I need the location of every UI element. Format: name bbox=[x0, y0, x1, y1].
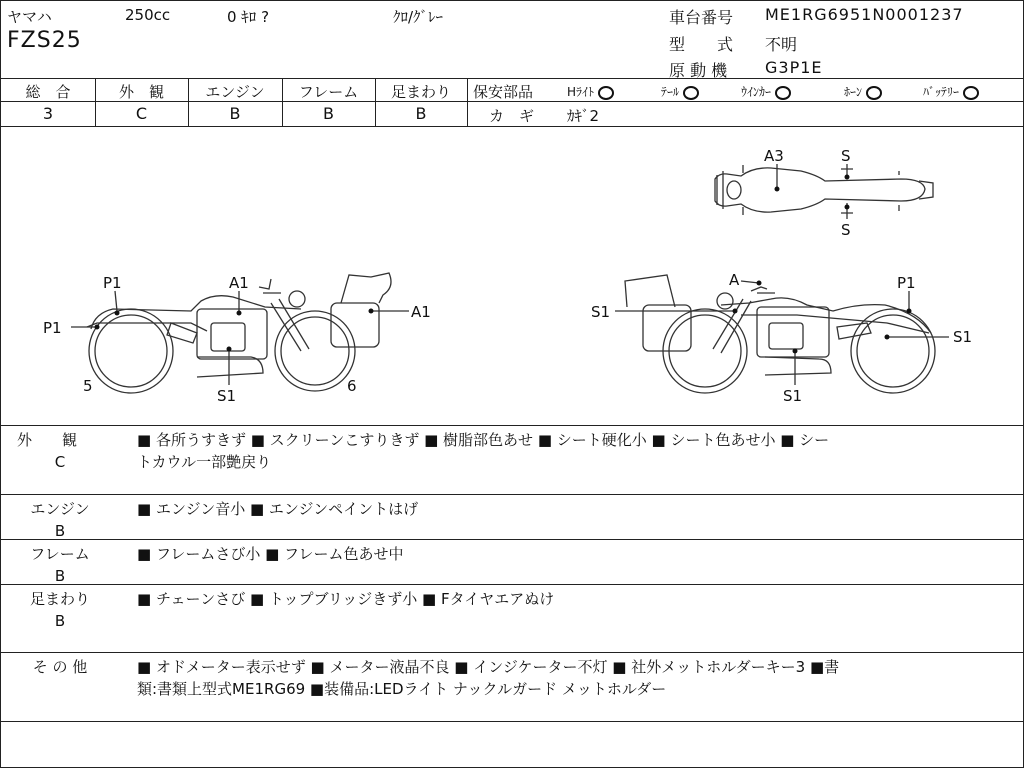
ok-circle-icon bbox=[598, 86, 614, 100]
divider bbox=[1, 539, 1023, 540]
divider bbox=[1, 494, 1023, 495]
grade-exterior-label: 外 観 bbox=[118, 83, 164, 101]
model-name: FZS25 bbox=[7, 28, 82, 53]
bike-right-side-view bbox=[625, 275, 935, 393]
ok-circle-icon bbox=[683, 86, 699, 100]
displacement: 250cc bbox=[125, 6, 171, 24]
damage-diagram bbox=[1, 127, 1023, 425]
note-grade: C bbox=[54, 453, 66, 471]
damage-points bbox=[95, 175, 912, 354]
diagram-label: S bbox=[841, 221, 851, 239]
diagram-label: P1 bbox=[103, 274, 122, 292]
note-section-exterior bbox=[1, 429, 1023, 493]
ok-circle-icon bbox=[866, 86, 882, 100]
grade-engine-value: B bbox=[229, 104, 241, 123]
diagram-label: P1 bbox=[43, 319, 62, 337]
grade-exterior-value: C bbox=[135, 104, 148, 123]
divider bbox=[467, 78, 468, 126]
note-line: トカウル一部艶戻り bbox=[137, 453, 272, 471]
grade-suspension-label: 足まわり bbox=[390, 83, 451, 101]
frame-no-label: 車台番号 bbox=[669, 8, 734, 27]
divider bbox=[1, 721, 1023, 722]
grade-frame-label: フレーム bbox=[298, 83, 359, 101]
key-label: カ ギ bbox=[489, 107, 535, 125]
grade-engine-label: エンジン bbox=[205, 83, 265, 101]
note-title: エンジン bbox=[30, 500, 90, 518]
note-section-frame bbox=[1, 543, 1023, 583]
note-line: ■ チェーンさび ■ トップブリッジきず小 ■ Fタイヤエアぬけ bbox=[137, 590, 555, 608]
diagram-label: S1 bbox=[217, 387, 237, 405]
diagram-label: S bbox=[841, 147, 851, 165]
diagram-label: 6 bbox=[347, 377, 357, 395]
diagram-label: A bbox=[729, 271, 740, 289]
diagram-label: S1 bbox=[783, 387, 803, 405]
mileage: 0 ｷﾛ ? bbox=[227, 8, 270, 26]
engine-value: G3P1E bbox=[765, 58, 823, 77]
frame-no: ME1RG6951N0001237 bbox=[765, 5, 964, 24]
safety-item-horn: ﾎｰﾝ bbox=[844, 83, 882, 100]
maker: ヤマハ bbox=[7, 8, 52, 26]
diagram-label: S1 bbox=[591, 303, 611, 321]
note-line: ■ エンジン音小 ■ エンジンペイントはげ bbox=[137, 500, 419, 518]
note-line: 類:書類上型式ME1RG69 ■装備品:LEDライト ナックルガード メットホルダー bbox=[137, 680, 667, 698]
grade-overall-value: 3 bbox=[42, 104, 54, 123]
note-grade: B bbox=[54, 567, 66, 585]
safety-item-headlight: Hﾗｲﾄ bbox=[567, 83, 614, 100]
diagram-label: A1 bbox=[411, 303, 431, 321]
note-grade: B bbox=[54, 522, 66, 540]
divider bbox=[1, 78, 1023, 79]
safety-item-winker: ｳｲﾝｶｰ bbox=[741, 83, 791, 100]
key-value: ｶｷﾞ2 bbox=[567, 107, 600, 125]
type-value: 不明 bbox=[765, 35, 798, 54]
divider bbox=[1, 584, 1023, 585]
diagram-label: P1 bbox=[897, 274, 916, 292]
note-title: そ の 他 bbox=[32, 658, 88, 676]
grade-overall-label: 総 合 bbox=[25, 83, 71, 101]
divider bbox=[1, 652, 1023, 653]
note-grade: B bbox=[54, 612, 66, 630]
note-line: ■ 各所うすきず ■ スクリーンこすりきず ■ 樹脂部色あせ ■ シート硬化小 ■ シート色あせ小 ■ シー bbox=[137, 431, 830, 449]
divider bbox=[1, 425, 1023, 426]
note-title: フレーム bbox=[30, 545, 90, 563]
leader-lines bbox=[71, 164, 949, 385]
diagram-label: S1 bbox=[953, 328, 973, 346]
note-section-engine bbox=[1, 498, 1023, 538]
note-title: 足まわり bbox=[29, 590, 90, 608]
bike-top-view bbox=[715, 165, 933, 215]
diagram-label: 5 bbox=[83, 377, 93, 395]
ok-circle-icon bbox=[963, 86, 979, 100]
safety-item-battery: ﾊﾞｯﾃﾘｰ bbox=[923, 83, 979, 100]
note-section-other bbox=[1, 656, 1023, 716]
safety-label: 保安部品 bbox=[473, 83, 534, 101]
note-title: 外 観 bbox=[16, 431, 77, 449]
ok-circle-icon bbox=[775, 86, 791, 100]
safety-item-tail: ﾃｰﾙ bbox=[661, 83, 699, 100]
diagram-label: A1 bbox=[229, 274, 249, 292]
note-line: ■ オドメーター表示せず ■ メーター液晶不良 ■ インジケーター不灯 ■ 社外メットホルダーキー3 ■書 bbox=[137, 658, 840, 676]
note-section-suspension bbox=[1, 588, 1023, 648]
engine-label: 原 動 機 bbox=[669, 61, 728, 80]
note-line: ■ フレームさび小 ■ フレーム色あせ中 bbox=[137, 545, 404, 563]
diagram-label: A3 bbox=[764, 147, 784, 165]
color: ｸﾛ/ｸﾞﾚｰ bbox=[393, 8, 444, 26]
type-label: 型 式 bbox=[669, 35, 734, 54]
grade-frame-value: B bbox=[323, 104, 334, 123]
grade-suspension-value: B bbox=[415, 104, 427, 123]
